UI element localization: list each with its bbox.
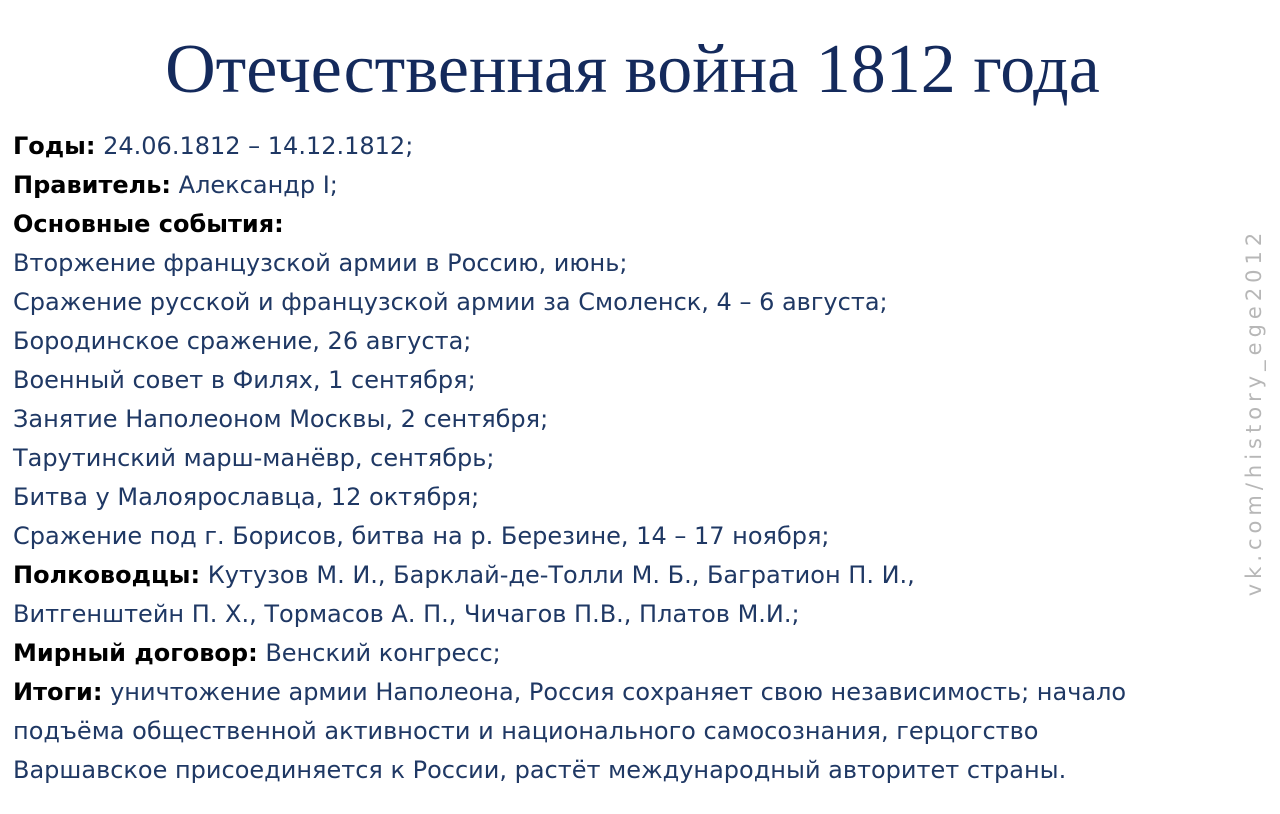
- years-value: 24.06.1812 – 14.12.1812;: [103, 132, 414, 160]
- commanders-line: [13, 556, 1233, 595]
- treaty-label: Мирный договор:: [13, 639, 258, 667]
- event-item: Битва у Малоярославца, 12 октября;: [13, 483, 480, 511]
- ruler-value: Александр I;: [178, 171, 338, 199]
- treaty-line: [13, 634, 1233, 673]
- results-value-3: Варшавское присоединяется к России, растёт международный авторитет страны.: [13, 756, 1067, 784]
- event-item: Занятие Наполеоном Москвы, 2 сентября;: [13, 405, 549, 433]
- event-item: Вторжение французской армии в Россию, июнь;: [13, 249, 628, 277]
- results-line: [13, 673, 1233, 712]
- results-value-1: уничтожение армии Наполеона, Россия сохраняет свою независимость; начало: [110, 678, 1127, 706]
- commanders-value-1: Кутузов М. И., Барклай-де-Толли М. Б., Багратион П. И.,: [207, 561, 915, 589]
- event-item: Тарутинский марш-манёвр, сентябрь;: [13, 444, 495, 472]
- content-block: [13, 127, 1233, 790]
- commanders-value-2: Витгенштейн П. Х., Тормасов А. П., Чичагов П.В., Платов М.И.;: [13, 600, 800, 628]
- years-line: [13, 127, 1233, 166]
- event-item: Военный совет в Филях, 1 сентября;: [13, 366, 476, 394]
- page-title: Отечественная война 1812 года: [165, 31, 1100, 108]
- events-label: Основные события:: [13, 210, 284, 238]
- events-heading: [13, 205, 1233, 244]
- ruler-label: Правитель:: [13, 171, 172, 199]
- results-label: Итоги:: [13, 678, 103, 706]
- years-label: Годы:: [13, 132, 96, 160]
- event-item: Бородинское сражение, 26 августа;: [13, 327, 472, 355]
- ruler-line: [13, 166, 1233, 205]
- commanders-label: Полководцы:: [13, 561, 201, 589]
- treaty-value: Венский конгресс;: [265, 639, 501, 667]
- results-value-2: подъёма общественной активности и национального самосознания, герцогство: [13, 717, 1039, 745]
- watermark: vk.com/history_ege2012: [1242, 227, 1266, 597]
- event-item: Сражение под г. Борисов, битва на р. Березине, 14 – 17 ноября;: [13, 522, 830, 550]
- event-item: Сражение русской и французской армии за Смоленск, 4 – 6 августа;: [13, 288, 888, 316]
